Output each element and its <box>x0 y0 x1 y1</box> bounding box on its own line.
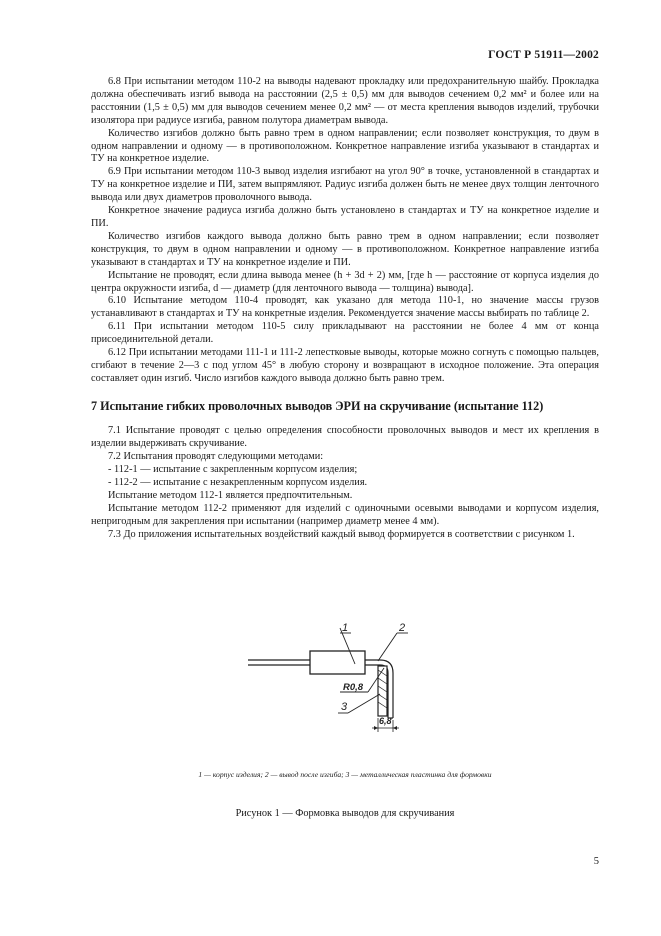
document-body <box>91 76 599 541</box>
paragraph: 6.12 При испытании методами 111-1 и 111-2 лепестковые выводы, которые можно согнуть с помощью пальцев, сгибают в течение 2—3 с под углом 45° в любую сторону и возвращают в исходное положение. Эта операция составляет один изгиб. Число изгибов каждого вывода должно быть равно трем. <box>91 347 599 384</box>
figure-lead-forming <box>200 620 480 740</box>
paragraph: 6.10 Испытание методом 110-4 проводят, как указано для метода 110-1, но значение массы грузов устанавливают в стандартах и ТУ на конкретные изделия. Рекомендуется значение массы выбирать по таблице 2. <box>91 295 599 320</box>
paragraph: 6.9 При испытании методом 110-3 вывод изделия изгибают на угол 90° в точке, установленной в стандартах и ТУ на конкретное изделие и ПИ, затем выпрямляют. Радиус изгиба должен быть не менее двух толщин ленточного вывода или двух диаметров проволочного вывода. <box>91 166 599 204</box>
method-list-item: - 112-1 — испытание с закрепленным корпусом изделия; <box>108 463 358 475</box>
callout-number-3: 3 <box>341 701 348 713</box>
paragraph: 7.2 Испытания проводят следующими методами: <box>108 451 324 463</box>
method-list-item: - 112-2 — испытание с незакрепленным корпусом изделия. <box>108 476 368 488</box>
lead-forming-drawing <box>200 620 480 740</box>
radius-dimension: R0,8 <box>343 682 364 693</box>
paragraph: 7.3 До приложения испытательных воздействий каждый вывод формируется в соответствии с рисунком 1. <box>108 528 575 540</box>
paragraph: Конкретное значение радиуса изгиба должно быть установлено в стандартах и ТУ на конкретное изделие и ПИ. <box>91 205 599 229</box>
figure-caption: Рисунок 1 — Формовка выводов для скручивания <box>235 808 455 819</box>
paragraph: Испытание методом 112-2 применяют для изделий с одиночными осевыми выводами и корпусом изделия, непригодным для закрепления при испытании (например диаметр менее 4 мм). <box>91 502 599 527</box>
paragraph: Испытание методом 112-1 является предпочтительным. <box>108 489 353 501</box>
component-body <box>310 651 365 674</box>
callout-line-3 <box>348 694 380 713</box>
paragraph: Количество изгибов должно быть равно трем в одном направлении; если позволяет конструкция, то двум в одном направлении и одному — в противоположном. Конкретное направление изгиба указывают в стандартах и ТУ на конкретное изделие. <box>91 127 599 165</box>
callout-number-1: 1 <box>342 622 349 634</box>
page-number: 5 <box>593 856 599 867</box>
callout-number-2: 2 <box>399 622 406 634</box>
section-heading: 7 Испытание гибких проволочных выводов ЭРИ на скручивание (испытание 112) <box>91 398 544 413</box>
standard-number-header: ГОСТ Р 51911—2002 <box>488 49 599 61</box>
width-dimension: 6,8 <box>379 716 392 726</box>
callout-line-2 <box>378 633 397 661</box>
figure-legend: 1 — корпус изделия; 2 — вывод после изгиба; 3 — металлическая пластинка для формовки <box>198 770 492 779</box>
paragraph: 6.8 При испытании методом 110-2 на выводы надевают прокладку или предохранительную шайбу. Прокладка должна обеспечивать изгиб вывода на расстоянии (2,5 ± 0,5) мм для выводов сечением 0,2 мм² и более или на расстоянии (1,5 ± 0,5) мм для выводов сечением менее 0,2 мм² — от места крепления выводов изделий, трубочки изолятора при радиусе изгиба, равном полутора диаметрам вывода. <box>91 76 599 126</box>
paragraph: Испытание не проводят, если длина вывода менее (h + 3d + 2) мм, [где h — расстояние от корпуса изделия до центра окружности изгиба, d — диаметр (для ленточного вывода — толщина) вывода]. <box>91 269 599 294</box>
paragraph: Количество изгибов каждого вывода должно быть равно трем в одном направлении; если позволяет конструкция, то двум в одном направлении и одному — в противоположном. Конкретное направление изгиба указывают в стандартах и ТУ на конкретное изделие и ПИ. <box>91 230 599 268</box>
paragraph: 6.11 При испытании методом 110-5 силу прикладывают на расстоянии не более 4 мм от конца присоединительной детали. <box>91 321 599 346</box>
paragraph: 7.1 Испытание проводят с целью определения способности проволочных выводов и мест их крепления в изделии выдерживать скручивание. <box>91 425 599 450</box>
